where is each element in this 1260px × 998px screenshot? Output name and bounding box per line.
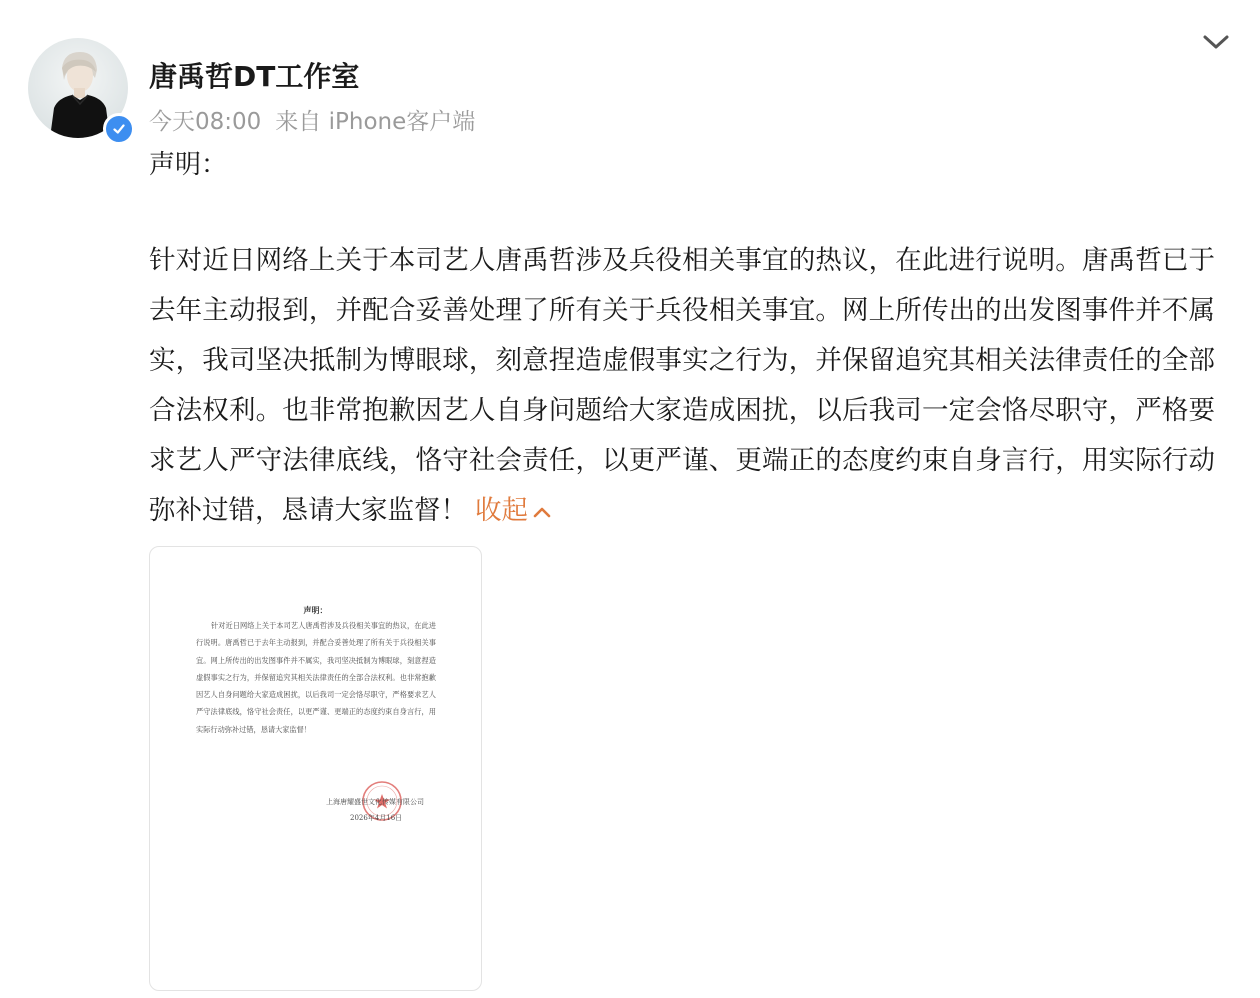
collapse-label: 收起 bbox=[475, 495, 528, 526]
doc-company: 上海唐耀盛世文化传媒有限公司 bbox=[326, 798, 424, 806]
doc-title: 声明： bbox=[303, 605, 328, 615]
verified-badge-icon bbox=[103, 113, 135, 145]
post-title: 声明： bbox=[149, 150, 228, 180]
chevron-down-icon[interactable] bbox=[1199, 30, 1233, 56]
chevron-up-icon bbox=[532, 505, 552, 519]
post-body bbox=[149, 236, 1215, 536]
doc-date: 2026年4月16日 bbox=[350, 814, 403, 822]
collapse-button[interactable] bbox=[475, 495, 552, 526]
post-time: 今天08:00 bbox=[149, 109, 262, 135]
username[interactable]: 唐禹哲DT工作室 bbox=[149, 60, 360, 93]
post-source: 来自 iPhone客户端 bbox=[275, 109, 476, 135]
post-body-text: 针对近日网络上关于本司艺人唐禹哲涉及兵役相关事宜的热议，在此进行说明。唐禹哲已于去年主动报到，并配合妥善处理了所有关于兵役相关事宜。网上所传出的出发图事件并不属实，我司坚决抵制为博眼球，刻意捏造虚假事实之行为，并保留追究其相关法律责任的全部合法权利。也非常抱歉因艺人自身问题给大家造成困扰，以后我司一定会恪尽职守，严格要求艺人严守法律底线，恪守社会责任，以更严谨、更端正的态度约束自身言行，用实际行动弥补过错，恳请大家监督！ bbox=[149, 245, 1215, 526]
doc-body: 针对近日网络上关于本司艺人唐禹哲涉及兵役相关事宜的热议，在此进行说明。唐禹哲已于去年主动报到，并配合妥善处理了所有关于兵役相关事宜。网上所传出的出发图事件并不属实，我司坚决抵制为博眼球，刻意捏造虚假事实之行为，并保留追究其相关法律责任的全部合法权利。也非常抱歉因艺人自身问题给大家造成困扰，以后我司一定会恪尽职守，严格要求艺人严守法律底线，恪守社会责任，以更严谨、更端正的态度约束自身言行，用实际行动弥补过错，恳请大家监督！ bbox=[196, 621, 436, 734]
post-meta bbox=[149, 103, 475, 136]
statement-image[interactable] bbox=[149, 546, 482, 991]
